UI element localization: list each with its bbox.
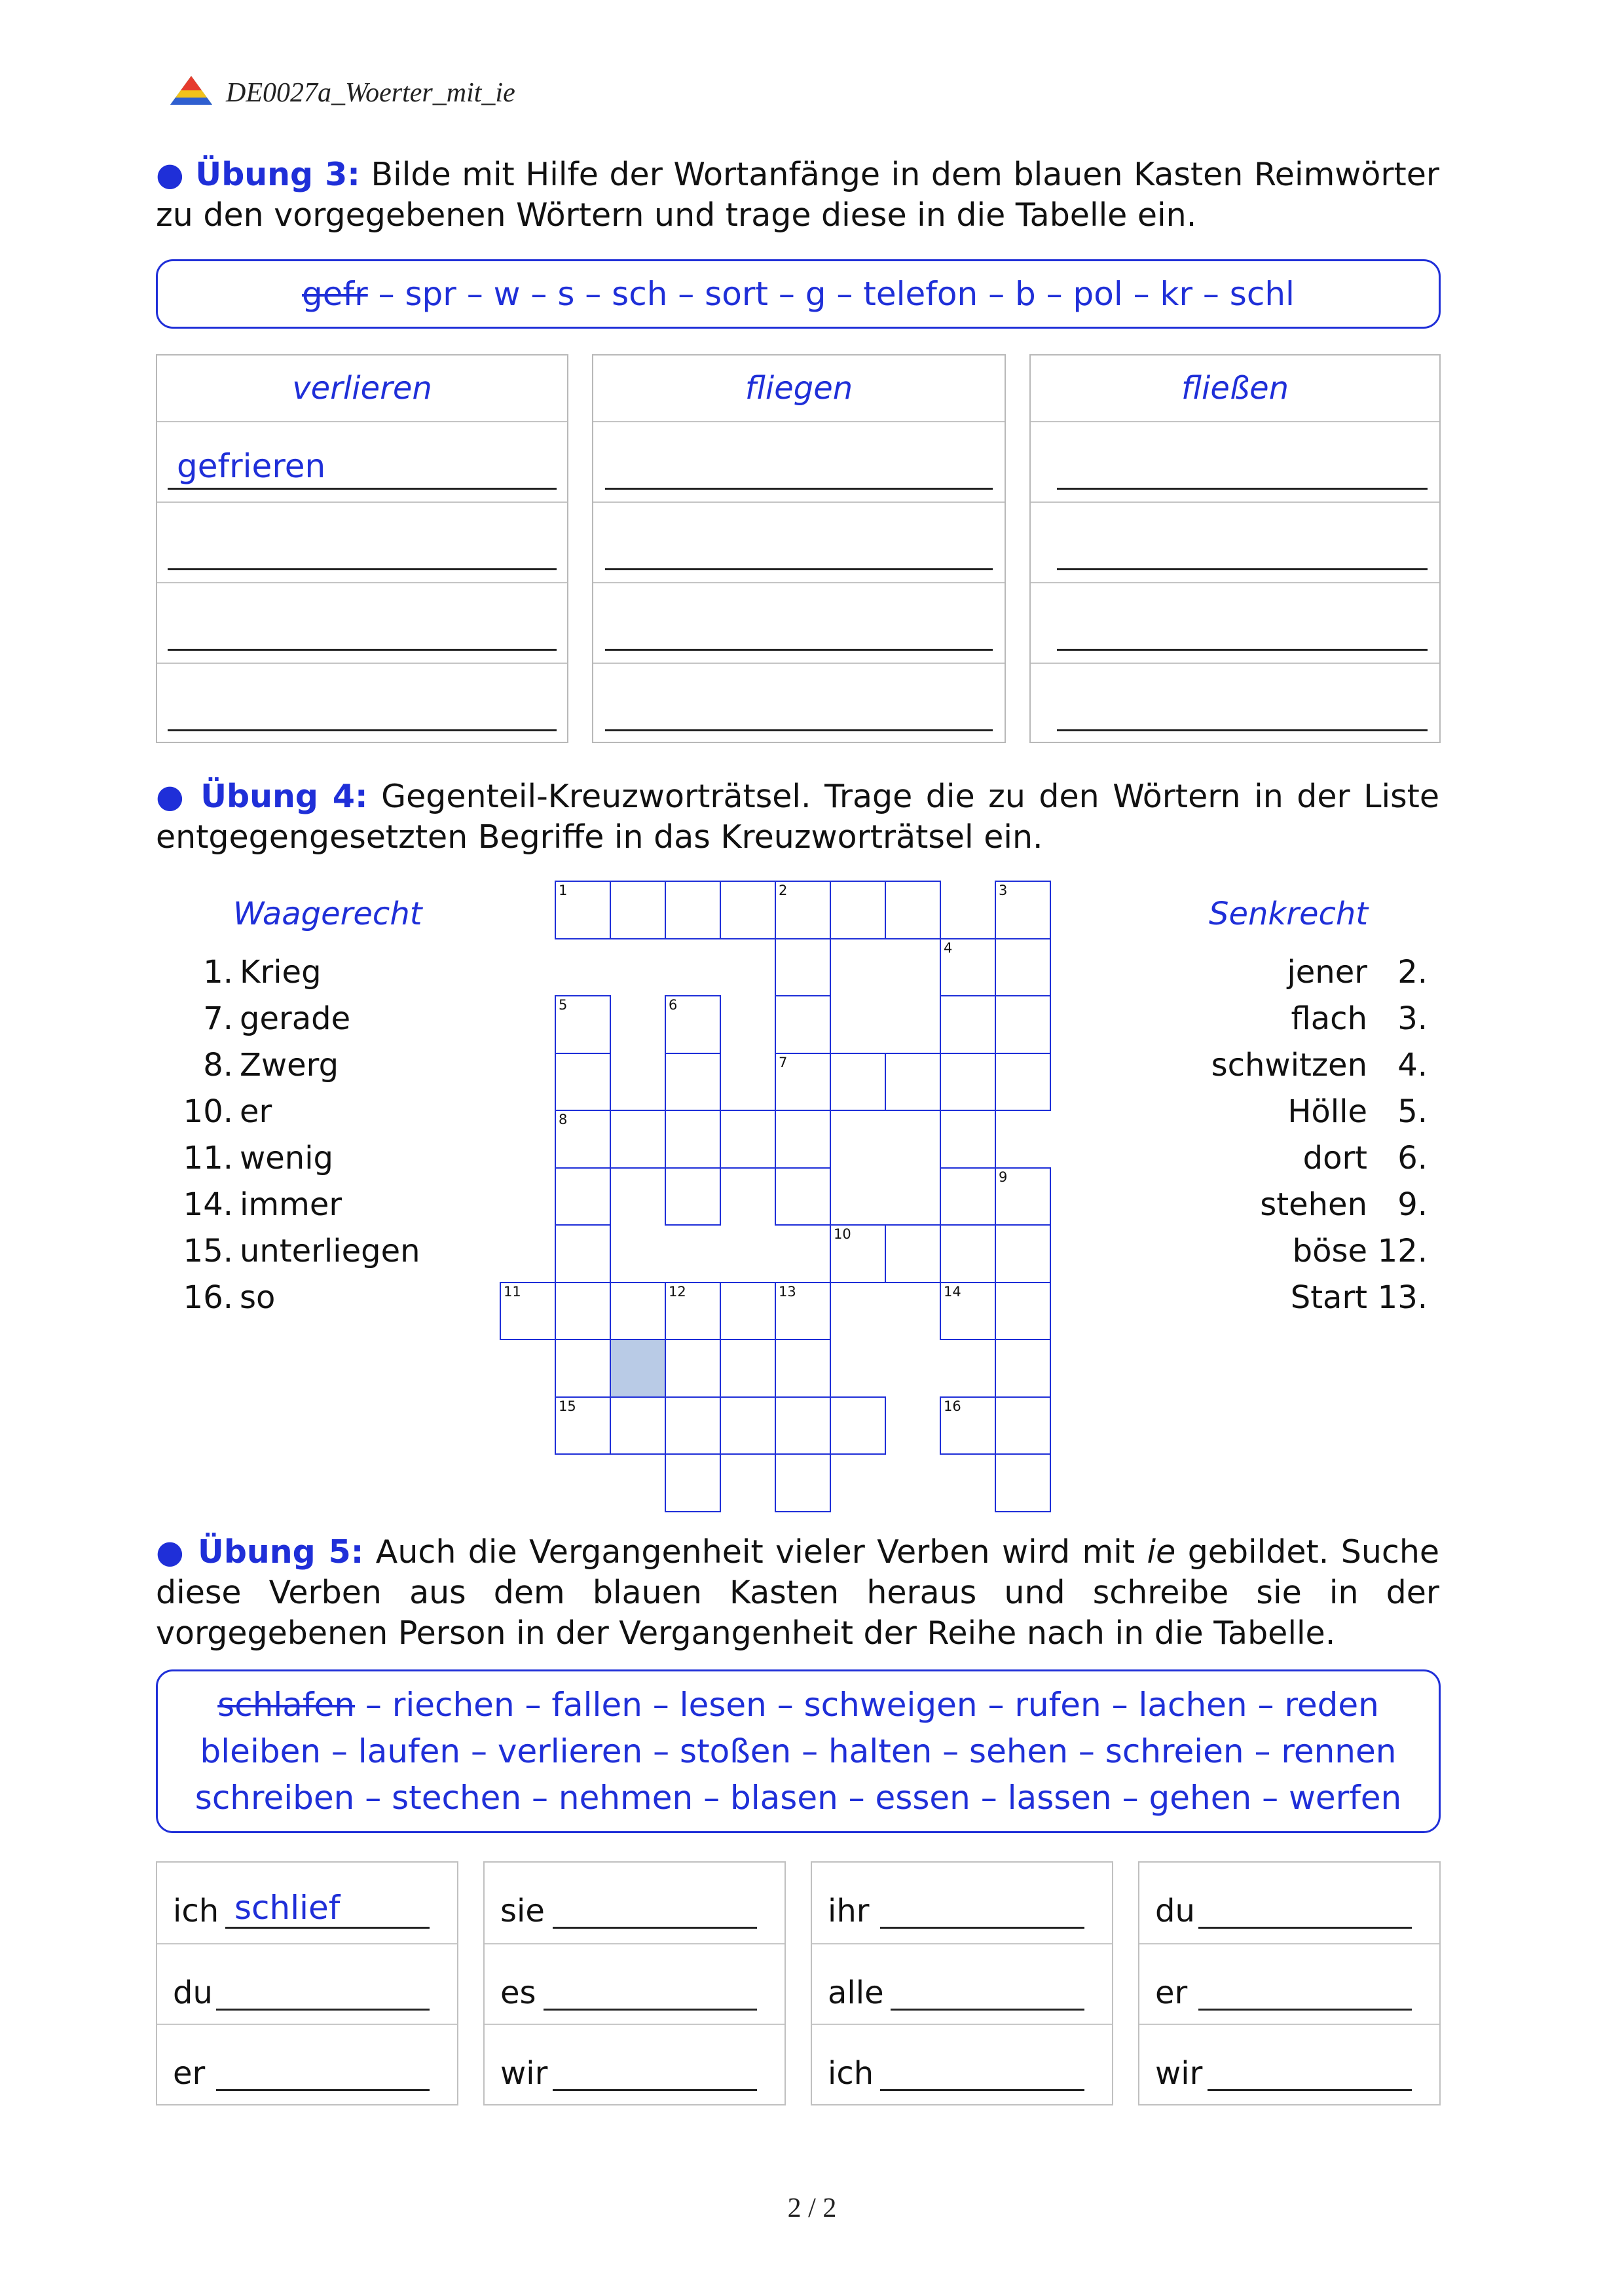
across-clue xyxy=(164,949,426,996)
verb-row xyxy=(812,1943,1112,2024)
person-label: sie xyxy=(500,1893,545,1929)
crossword-cell[interactable] xyxy=(665,995,721,1054)
crossword-cell[interactable] xyxy=(555,1396,611,1455)
exercise-3-instruction: ● Übung 3: Bilde mit Hilfe der Wortanfänge in dem blauen Kasten Reimwörter zu den vorgegebenen Wörtern und trage diese in die Tabelle ein. xyxy=(156,156,1440,234)
down-clue xyxy=(1192,1135,1428,1182)
answer-line[interactable] xyxy=(544,2009,757,2011)
clue-number: 9. xyxy=(1397,1186,1428,1223)
verb-row xyxy=(1139,1863,1439,1943)
rhyme-table-2 xyxy=(592,354,1006,743)
answer-line[interactable] xyxy=(605,568,993,570)
clue-number: 14. xyxy=(183,1186,233,1223)
pyramid-logo-icon xyxy=(169,75,213,107)
crossword-cell[interactable] xyxy=(995,881,1051,939)
clue-number: 10. xyxy=(183,1093,233,1130)
crossword-cell[interactable] xyxy=(555,1339,611,1398)
verb-table xyxy=(811,1861,1113,2105)
crossword-cell[interactable] xyxy=(830,881,886,939)
crossword-cell[interactable] xyxy=(885,881,941,939)
verb-table xyxy=(156,1861,458,2105)
rhyme-header: fliegen xyxy=(745,370,853,407)
crossword-cell[interactable] xyxy=(940,995,996,1054)
verb-row xyxy=(157,1863,457,1943)
answer-line[interactable] xyxy=(880,2089,1084,2091)
exercise-5-text-a: Auch die Vergangenheit vieler Verben wird mit xyxy=(375,1533,1135,1571)
person-label: alle xyxy=(828,1975,884,2011)
page-number: 2 / 2 xyxy=(787,2193,837,2223)
answer-line[interactable] xyxy=(1057,488,1428,490)
answer-line[interactable] xyxy=(225,1927,430,1929)
crossword-cell[interactable] xyxy=(665,881,721,939)
clue-number: 1. xyxy=(203,954,233,991)
cell-number: 3 xyxy=(999,883,1008,898)
verbs-box xyxy=(156,1669,1441,1833)
clue-number: 7. xyxy=(203,1000,233,1037)
answer-line[interactable] xyxy=(1057,568,1428,570)
crossword-cell[interactable] xyxy=(995,1453,1051,1512)
answer-line[interactable] xyxy=(168,568,557,570)
down-clue xyxy=(1192,1228,1428,1275)
crossword-cell[interactable] xyxy=(775,1339,831,1398)
answer-line[interactable] xyxy=(553,2089,757,2091)
across-clue xyxy=(164,1275,426,1321)
exercise-4-instruction: ● Übung 4: Gegenteil-Kreuzworträtsel. Trage die zu den Wörtern in der Liste entgegengesetzten Begriffe in das Kreuzworträtsel ein. xyxy=(156,778,1439,856)
cell-number: 1 xyxy=(559,883,568,898)
crossword-cell[interactable] xyxy=(775,1282,831,1341)
person-label: er xyxy=(1155,1975,1188,2011)
crossword-cell[interactable] xyxy=(995,1053,1051,1112)
clue-word: wenig xyxy=(240,1140,334,1176)
answer-line[interactable] xyxy=(168,649,557,651)
clue-word: gerade xyxy=(240,1000,351,1037)
clue-number: 6. xyxy=(1397,1140,1428,1176)
across-clue xyxy=(164,1228,426,1275)
answer-line[interactable] xyxy=(1198,1927,1412,1929)
word-beginnings-box xyxy=(156,259,1441,329)
verb-row xyxy=(1139,2024,1439,2104)
crossword-cell[interactable] xyxy=(940,1167,996,1226)
crossword-cell[interactable] xyxy=(940,1224,996,1283)
clue-word: immer xyxy=(240,1186,342,1223)
crossword-cell[interactable] xyxy=(720,881,776,939)
verb-row xyxy=(157,1943,457,2024)
crossword-cell[interactable] xyxy=(555,1110,611,1169)
answer-line[interactable] xyxy=(168,729,557,731)
across-clue xyxy=(164,1135,426,1182)
clue-word: Start xyxy=(1290,1279,1367,1316)
clue-number: 2. xyxy=(1397,954,1428,991)
clue-number: 13. xyxy=(1377,1279,1428,1316)
crossword-cell[interactable] xyxy=(720,1110,776,1169)
struck-verb: schlafen xyxy=(217,1686,355,1724)
rhyme-table-3 xyxy=(1029,354,1441,743)
crossword-cell[interactable] xyxy=(665,1339,721,1398)
answer-line[interactable] xyxy=(891,2009,1084,2011)
exercise-3-label: Übung 3: xyxy=(195,156,360,193)
down-clue xyxy=(1192,996,1428,1042)
exercise-5-instruction: ● Übung 5: Auch die Vergangenheit vieler Verben wird mit ie gebildet. Suche diese Verben aus dem blauen Kasten heraus und schreibe sie in der vorgegebenen Person in der Vergangenheit der Reihe nach in die Tabelle. xyxy=(156,1533,1440,1652)
crossword-cell[interactable] xyxy=(610,1282,666,1341)
verb-row xyxy=(812,2024,1112,2104)
across-clue xyxy=(164,996,426,1042)
verb-row xyxy=(485,1863,784,1943)
answer-line[interactable] xyxy=(1208,2089,1412,2091)
verb-row xyxy=(485,1943,784,2024)
clue-number: 12. xyxy=(1377,1233,1428,1269)
cell-number: 5 xyxy=(559,997,568,1013)
verb-answer[interactable]: schlief xyxy=(234,1889,341,1927)
crossword-cell[interactable] xyxy=(775,1110,831,1169)
exercise-5-ie: ie xyxy=(1147,1533,1176,1571)
crossword-cell[interactable] xyxy=(665,1167,721,1226)
answer-line[interactable] xyxy=(605,488,993,490)
person-label: wir xyxy=(500,2055,548,2092)
verb-table xyxy=(1138,1861,1441,2105)
clue-word: schwitzen xyxy=(1211,1047,1367,1084)
crossword-cell[interactable] xyxy=(995,1282,1051,1341)
rhyme-header: fließen xyxy=(1181,370,1289,407)
crossword-cell[interactable] xyxy=(940,938,996,997)
verb-row xyxy=(157,2024,457,2104)
crossword-cell[interactable] xyxy=(665,1453,721,1512)
crossword-cell[interactable] xyxy=(500,1282,556,1341)
crossword-cell[interactable] xyxy=(775,1396,831,1455)
cell-number: 2 xyxy=(779,883,788,898)
person-label: ihr xyxy=(828,1893,870,1929)
clue-word: er xyxy=(240,1093,272,1130)
down-clues xyxy=(1192,949,1428,1321)
person-label: ich xyxy=(173,1893,219,1929)
crossword-cell[interactable] xyxy=(555,881,611,939)
cell-number: 15 xyxy=(559,1398,576,1414)
clue-number: 8. xyxy=(203,1047,233,1084)
clue-word: Zwerg xyxy=(240,1047,339,1084)
exercise-5-label: Übung 5: xyxy=(198,1533,364,1571)
crossword-cell[interactable] xyxy=(830,1224,886,1283)
clue-word: dort xyxy=(1302,1140,1367,1176)
crossword-cell[interactable] xyxy=(940,1282,996,1341)
cell-number: 12 xyxy=(669,1283,686,1300)
cell-number: 4 xyxy=(944,939,953,956)
across-clue xyxy=(164,1182,426,1228)
crossword-cell[interactable] xyxy=(995,938,1051,997)
crossword-cell[interactable] xyxy=(665,1110,721,1169)
exercise-5-text-b: gebildet. Suche diese Verben aus dem blauen Kasten heraus und schreibe sie in der vorgegebenen Person in der Vergangenheit der Reihe nach in die Tabelle. xyxy=(156,1533,1440,1652)
verbs-line-2: bleiben – laufen – verlieren – stoßen – halten – sehen – schreien – rennen xyxy=(200,1732,1397,1770)
person-label: er xyxy=(173,2055,206,2092)
verb-row xyxy=(812,1863,1112,1943)
cell-number: 7 xyxy=(779,1054,788,1070)
crossword-cell[interactable] xyxy=(665,1396,721,1455)
clue-number: 4. xyxy=(1397,1047,1428,1084)
crossword-cell[interactable] xyxy=(995,1339,1051,1398)
crossword-cell[interactable] xyxy=(610,1110,666,1169)
answer-line[interactable] xyxy=(605,729,993,731)
crossword-cell[interactable] xyxy=(940,1110,996,1169)
exercise-3-text: Bilde mit Hilfe der Wortanfänge in dem blauen Kasten Reimwörter zu den vorgegebenen Wörtern und trage diese in die Tabelle ein. xyxy=(156,156,1440,234)
crossword-cell[interactable] xyxy=(555,1282,611,1341)
rhyme-header: verlieren xyxy=(292,370,432,407)
verbs-line-3: schreiben – stechen – nehmen – blasen – essen – lassen – gehen – werfen xyxy=(194,1779,1402,1817)
crossword-cell[interactable] xyxy=(885,1224,941,1283)
across-clue xyxy=(164,1089,426,1135)
crossword-cell[interactable] xyxy=(555,1224,611,1283)
down-clue xyxy=(1192,1182,1428,1228)
rhyme-answer[interactable]: gefrieren xyxy=(177,447,326,485)
exercise-4-label: Übung 4: xyxy=(200,778,368,815)
struck-word: gefr xyxy=(302,275,368,313)
clue-word: Hölle xyxy=(1287,1093,1367,1130)
crossword-cell[interactable] xyxy=(555,1053,611,1112)
crossword-cell[interactable] xyxy=(940,1053,996,1112)
crossword-cell[interactable] xyxy=(720,1282,776,1341)
clue-word: jener xyxy=(1287,954,1367,991)
down-clue xyxy=(1192,1089,1428,1135)
clue-number: 11. xyxy=(183,1140,233,1176)
crossword-cell[interactable] xyxy=(555,995,611,1054)
verb-row xyxy=(485,2024,784,2104)
across-title: Waagerecht xyxy=(233,896,422,932)
crossword-cell[interactable] xyxy=(995,1224,1051,1283)
cell-number: 13 xyxy=(779,1283,796,1300)
crossword-cell[interactable] xyxy=(830,1396,886,1455)
answer-line[interactable] xyxy=(1198,2009,1412,2011)
verb-row xyxy=(1139,1943,1439,2024)
answer-line[interactable] xyxy=(1057,729,1428,731)
answer-line[interactable] xyxy=(605,649,993,651)
clue-number: 5. xyxy=(1397,1093,1428,1130)
person-label: du xyxy=(1155,1893,1195,1929)
crossword-cell[interactable] xyxy=(995,1167,1051,1226)
crossword-cell[interactable] xyxy=(995,995,1051,1054)
crossword-cell[interactable] xyxy=(775,1167,831,1226)
crossword-cell[interactable] xyxy=(775,1053,831,1112)
crossword-cell[interactable] xyxy=(830,1053,886,1112)
answer-line[interactable] xyxy=(553,1927,757,1929)
crossword-cell[interactable] xyxy=(775,995,831,1054)
crossword-cell[interactable] xyxy=(775,881,831,939)
crossword-cell[interactable] xyxy=(885,1053,941,1112)
crossword-cell[interactable] xyxy=(665,1282,721,1341)
answer-line[interactable] xyxy=(216,2009,430,2011)
clue-word: böse xyxy=(1292,1233,1367,1269)
cell-number: 8 xyxy=(559,1112,568,1127)
cell-number: 9 xyxy=(999,1169,1008,1185)
crossword-cell[interactable] xyxy=(720,1396,776,1455)
crossword-cell[interactable] xyxy=(665,1053,721,1112)
exercise-4-text: Gegenteil-Kreuzworträtsel. Trage die zu den Wörtern in der Liste entgegengesetzten Begriffe in das Kreuzworträtsel ein. xyxy=(156,778,1439,856)
clue-word: unterliegen xyxy=(240,1233,420,1269)
clue-word: Krieg xyxy=(240,954,322,991)
cell-number: 14 xyxy=(944,1283,961,1300)
person-label: ich xyxy=(828,2055,874,2092)
person-label: du xyxy=(173,1975,213,2011)
crossword-cell[interactable] xyxy=(555,1167,611,1226)
cell-number: 10 xyxy=(834,1226,851,1242)
clue-word: stehen xyxy=(1260,1186,1367,1223)
crossword-cell[interactable] xyxy=(995,1396,1051,1455)
crossword-cell[interactable] xyxy=(610,1339,666,1398)
clue-number: 16. xyxy=(183,1279,233,1316)
cell-number: 11 xyxy=(504,1283,521,1300)
down-clue xyxy=(1192,1275,1428,1321)
cell-number: 6 xyxy=(669,997,678,1013)
word-beginnings: – spr – w – s – sch – sort – g – telefon – b – pol – kr – schl xyxy=(367,275,1295,313)
crossword-cell[interactable] xyxy=(775,1453,831,1512)
answer-line[interactable] xyxy=(216,2089,430,2091)
clue-number: 15. xyxy=(183,1233,233,1269)
answer-line[interactable] xyxy=(880,1927,1084,1929)
clue-word: flach xyxy=(1291,1000,1367,1037)
crossword-cell[interactable] xyxy=(775,938,831,997)
verbs-line-1: – riechen – fallen – lesen – schweigen – rufen – lachen – reden xyxy=(355,1686,1379,1724)
clue-number: 3. xyxy=(1397,1000,1428,1037)
rhyme-table-1 xyxy=(156,354,568,743)
person-label: wir xyxy=(1155,2055,1203,2092)
down-title: Senkrecht xyxy=(1209,896,1369,932)
crossword-cell[interactable] xyxy=(610,881,666,939)
answer-line[interactable] xyxy=(1057,649,1428,651)
across-clue xyxy=(164,1042,426,1089)
crossword-cell[interactable] xyxy=(610,1396,666,1455)
cell-number: 16 xyxy=(944,1398,961,1414)
person-label: es xyxy=(500,1975,536,2011)
verb-table xyxy=(483,1861,786,2105)
document-title: DE0027a_Woerter_mit_ie xyxy=(226,78,515,108)
clue-word: so xyxy=(240,1279,276,1316)
crossword-cell[interactable] xyxy=(940,1396,996,1455)
down-clue xyxy=(1192,1042,1428,1089)
across-clues xyxy=(164,949,426,1321)
down-clue xyxy=(1192,949,1428,996)
